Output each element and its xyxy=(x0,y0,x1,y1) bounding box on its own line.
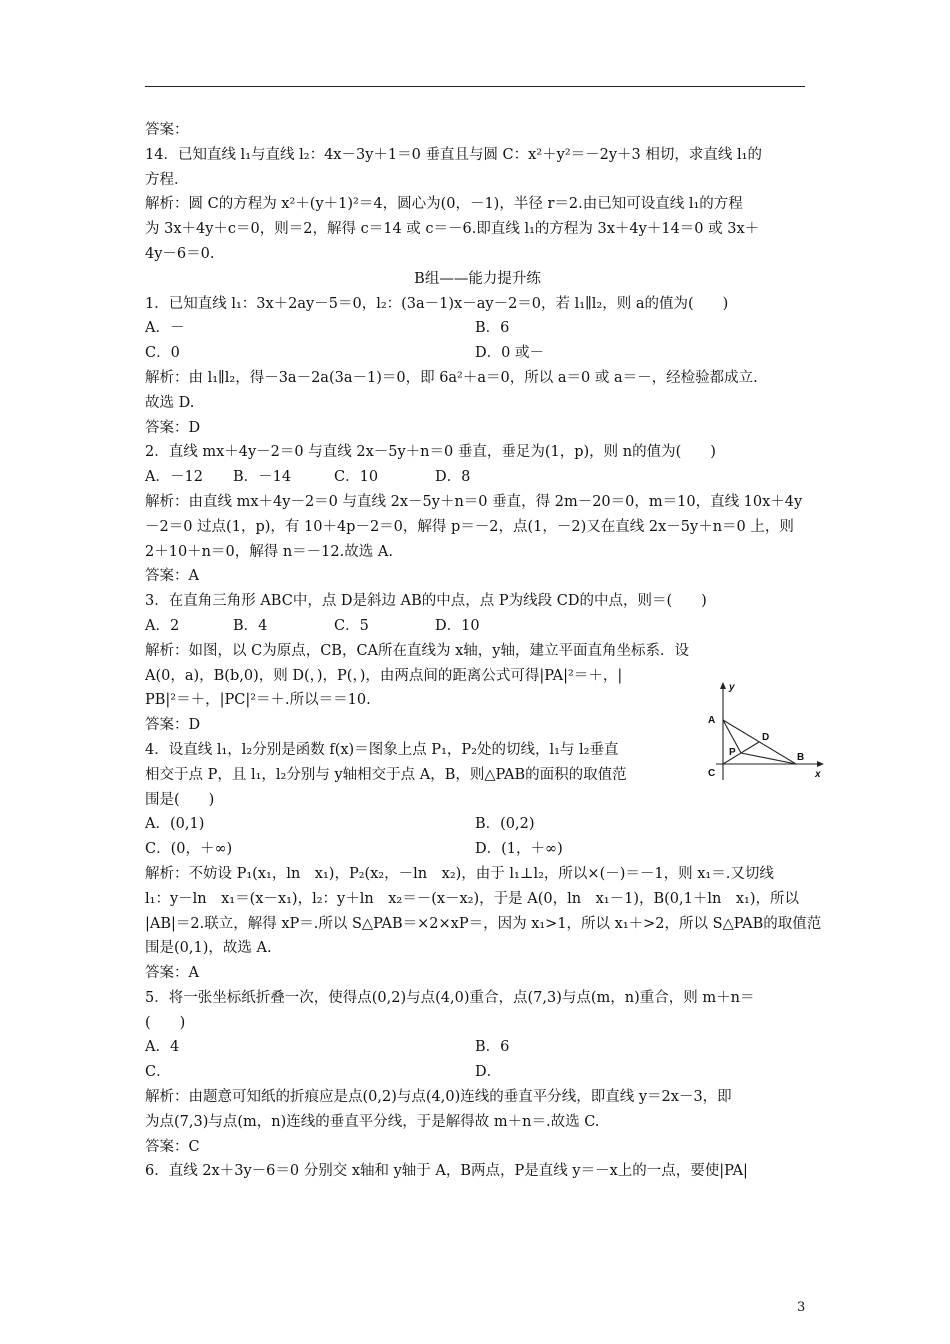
options-row xyxy=(145,1035,810,1060)
options-row xyxy=(145,1060,810,1085)
option-b: B．－14 xyxy=(233,469,292,486)
answer-line: 答案：D xyxy=(145,419,201,436)
label-D: D xyxy=(762,732,770,743)
header-rule xyxy=(145,86,805,87)
option-c: C．0 xyxy=(145,345,180,362)
problem-1-stem: 1．已知直线 l₁：3x＋2ay－5＝0，l₂：(3a－1)x－ay－2＝0，若 l₁∥l₂，则 a的值为( ) xyxy=(145,295,729,312)
problem-6-stem: 6．直线 2x＋3y－6＝0 分别交 x轴和 y轴于 A，B两点，P是直线 y＝－x上的一点，要使|PA| xyxy=(145,1163,748,1180)
text-line: 围是(0,1)，故选 A. xyxy=(145,940,272,957)
text-line: 4y－6＝0. xyxy=(145,245,215,262)
text-line: ( ) xyxy=(145,1014,186,1031)
text-line: 为 3x＋4y＋c＝0，则＝2，解得 c＝14 或 c＝－6.即直线 l₁的方程为 3x＋4y＋14＝0 或 3x＋ xyxy=(145,221,760,238)
text-line: A(0，a)，B(b,0)，则 D(，)，P(，)，由两点间的距离公式可得|PA|²＝＋，| xyxy=(145,667,623,684)
option-d: D．0 或－ xyxy=(475,345,544,362)
triangle-figure xyxy=(698,680,828,790)
text-line: 方程． xyxy=(145,171,189,188)
label-C: C xyxy=(708,768,716,779)
text-line: －2＝0 过点(1，p)，有 10＋4p－2＝0，解得 p＝－2，点(1，－2)又在直线 2x－5y＋n＝0 上，则 xyxy=(145,518,794,535)
option-d: D．10 xyxy=(435,617,480,634)
answer-line: 答案：D xyxy=(145,717,201,734)
option-a: A．－ xyxy=(145,320,185,337)
option-c: C．10 xyxy=(334,469,379,486)
option-d: D．(1，＋∞) xyxy=(475,841,563,858)
problem-3-stem: 3．在直角三角形 ABC中，点 D是斜边 AB的中点，点 P为线段 CD的中点，则＝( ) xyxy=(145,593,707,610)
text-line: 解析：圆 C的方程为 x²＋(y＋1)²＝4，圆心为(0，－1)，半径 r＝2.由已知可设直线 l₁的方程 xyxy=(145,196,743,213)
option-a: A．2 xyxy=(145,617,180,634)
text-line: 解析：由直线 mx＋4y－2＝0 与直线 2x－5y＋n＝0 垂直，得 2m－20＝0，m＝10，直线 10x＋4y xyxy=(145,493,803,510)
text-line: 解析：由题意可知纸的折痕应是点(0,2)与点(4,0)连线的垂直平分线，即直线 y＝2x－3，即 xyxy=(145,1089,732,1106)
answer-line: 答案：A xyxy=(145,965,199,982)
option-c: C．(0，＋∞) xyxy=(145,841,233,858)
option-b: B．6 xyxy=(475,1039,510,1056)
option-c: C．5 xyxy=(334,617,369,634)
options-row xyxy=(145,316,810,341)
option-b: B．6 xyxy=(475,320,510,337)
options-row xyxy=(145,812,810,837)
problem-14-line-1: 14．已知直线 l₁与直线 l₂：4x－3y＋1＝0 垂直且与圆 C：x²＋y²＝－2y＋3 相切，求直线 l₁的 xyxy=(145,146,762,163)
text-line: l₁：y－ln x₁＝(x－x₁)，l₂：y＋ln x₂＝－(x－x₂)，于是 A(0，ln x₁－1)，B(0,1＋ln x₁)，所以 xyxy=(145,890,799,907)
options-row xyxy=(145,837,810,862)
label-P: P xyxy=(729,747,736,758)
document-body xyxy=(145,118,822,1184)
text-line: 围是( ) xyxy=(145,791,215,808)
option-a: A．4 xyxy=(145,1039,180,1056)
label-x: x xyxy=(815,769,821,780)
y-axis-arrow xyxy=(720,682,726,689)
option-b: B．4 xyxy=(233,617,268,634)
option-a: A．－12 xyxy=(145,469,203,486)
text-line: 解析：如图，以 C为原点，CB，CA所在直线为 x轴，y轴，建立平面直角坐标系．设 xyxy=(145,642,689,659)
text-line: 2＋10＋n＝0，解得 n＝－12.故选 A. xyxy=(145,543,393,560)
text-line: 解析：不妨设 P₁(x₁，ln x₁)，P₂(x₂，－ln x₂)，由于 l₁⊥l₂，所以×(－)＝－1，则 x₁＝.又切线 xyxy=(145,865,774,882)
problem-2-stem: 2．直线 mx＋4y－2＝0 与直线 2x－5y＋n＝0 垂直，垂足为(1，p)，则 n的值为( ) xyxy=(145,444,716,461)
label-A: A xyxy=(708,715,716,726)
problem-5-stem: 5．将一张坐标纸折叠一次，使得点(0,2)与点(4,0)重合，点(7,3)与点(m，n)重合，则 m＋n＝ xyxy=(145,989,755,1006)
option-a: A．(0,1) xyxy=(145,816,205,833)
section-heading: B组——能力提升练 xyxy=(414,270,541,287)
options-row xyxy=(145,341,810,366)
label-B: B xyxy=(797,752,805,763)
page-number: 3 xyxy=(797,1300,806,1315)
options-row xyxy=(145,614,810,639)
option-c: C． xyxy=(145,1064,171,1081)
option-b: B．(0,2) xyxy=(475,816,535,833)
text-line: 答案： xyxy=(145,122,189,138)
text-line: 解析：由 l₁∥l₂，得－3a－2a(3a－1)＝0，即 6a²＋a＝0，所以 a＝0 或 a＝－，经检验都成立. xyxy=(145,369,758,386)
text-line: 相交于点 P，且 l₁，l₂分别与 y轴相交于点 A，B，则△PAB的面积的取值范 xyxy=(145,766,627,783)
answer-line: 答案：C xyxy=(145,1138,200,1155)
options-row xyxy=(145,465,810,490)
x-axis-arrow xyxy=(817,761,824,767)
text-line: |AB|＝2.联立，解得 xP＝.所以 S△PAB＝×2×xP＝，因为 x₁>1，所以 x₁＋>2，所以 S△PAB的取值范 xyxy=(145,915,822,932)
answer-line: 答案：A xyxy=(145,568,199,585)
text-line: PB|²＝＋，|PC|²＝＋.所以＝＝10. xyxy=(145,692,371,709)
problem-4-stem: 4．设直线 l₁，l₂分别是函数 f(x)＝图象上点 P₁，P₂处的切线，l₁与 l₂垂直 xyxy=(145,741,619,758)
text-line: 故选 D. xyxy=(145,394,195,411)
option-d: D． xyxy=(475,1064,502,1081)
option-d: D．8 xyxy=(435,469,471,486)
label-y: y xyxy=(729,682,735,693)
text-line: 为点(7,3)与点(m，n)连线的垂直平分线，于是解得故 m＋n＝.故选 C. xyxy=(145,1113,600,1130)
